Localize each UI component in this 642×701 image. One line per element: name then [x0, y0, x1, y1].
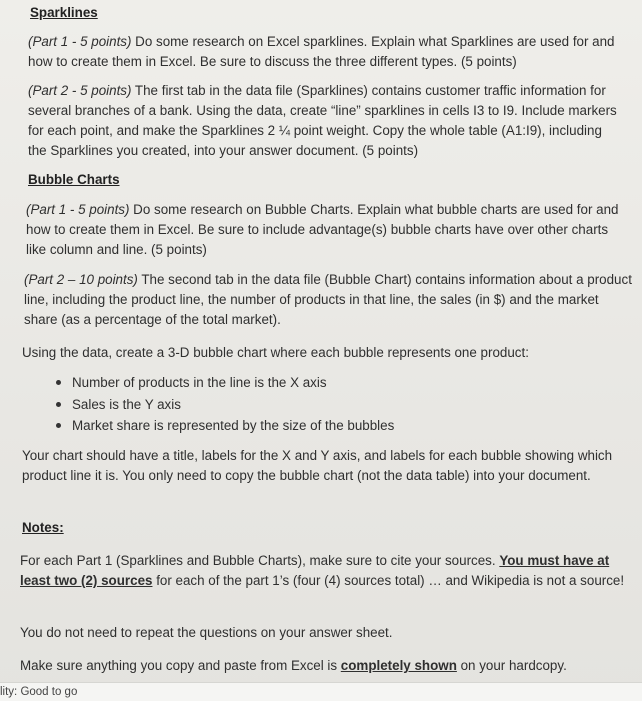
bullet-icon — [56, 402, 61, 407]
bubble-part1-text: Do some research on Bubble Charts. Explain what bubble charts are used for and how to create them in Excel. Be sure to include advantage(s) bubble charts have over other charts like column and line. (5 points) — [26, 202, 619, 257]
accessibility-status[interactable]: lity: Good to go — [0, 686, 78, 698]
bubble-part1 — [26, 200, 631, 260]
sparklines-part2-text: The first tab in the data file (Sparklines) contains customer traffic information for several branches of a bank. Using the data, create “line” sparklines in cells I3 to I9. Include markers for each point, and make the Sparklines 2 ¼ point weight. Copy the whole table (A1:I9), including the Sparklines you created, into your answer document. (5 points) — [28, 83, 617, 158]
bubble-part1-label: (Part 1 - 5 points) — [26, 202, 130, 217]
notes-no-repeat: You do not need to repeat the questions on your answer sheet. — [20, 625, 393, 640]
sparklines-part1 — [28, 32, 618, 72]
sparklines-part2 — [28, 81, 623, 161]
list-item: Sales is the Y axis — [48, 394, 394, 416]
bubble-bullet-list — [48, 372, 394, 437]
list-item: Market share is represented by the size of the bubbles — [48, 415, 394, 437]
bubble-instruction: Using the data, create a 3-D bubble chart where each bubble represents one product: — [22, 345, 529, 360]
sources-emphasis: You must have at least two (2) sources — [20, 553, 610, 588]
sparklines-heading: Sparklines — [30, 5, 98, 20]
status-bar — [0, 682, 642, 701]
sparklines-part1-text: Do some research on Excel sparklines. Explain what Sparklines are used for and how to create them in Excel. Be sure to discuss the three different types. (5 points) — [28, 34, 615, 69]
bubble-part2-label: (Part 2 – 10 points) — [24, 272, 138, 287]
sparklines-part2-label: (Part 2 - 5 points) — [28, 83, 132, 98]
bubble-part2-text: The second tab in the data file (Bubble Chart) contains information about a product line, including the product line, the number of products in that line, the sales (in $) and the market share (as a percentage of the total market). — [24, 272, 632, 327]
sparklines-part1-label: (Part 1 - 5 points) — [28, 34, 132, 49]
notes-sources: For each Part 1 (Sparklines and Bubble Charts), make sure to cite your sources. You must have at least two (2) sources for each of the part 1’s (four (4) sources total) … and Wikipedia is not a source! — [20, 553, 625, 588]
list-item: Number of products in the line is the X axis — [48, 372, 394, 394]
bullet-icon — [56, 380, 61, 385]
notes-copy-paste: Make sure anything you copy and paste from Excel is completely shown on your hardcopy. — [20, 658, 567, 673]
completely-shown-emphasis: completely shown — [340, 658, 457, 673]
bullet-icon — [56, 423, 61, 428]
notes-heading: Notes: — [22, 520, 64, 535]
bubble-closing: Your chart should have a title, labels for the X and Y axis, and labels for each bubble showing which product line it is. You only need to copy the bubble chart (not the data table) into your document. — [22, 448, 613, 483]
bubble-part2 — [24, 270, 634, 330]
bubble-heading: Bubble Charts — [28, 172, 120, 187]
